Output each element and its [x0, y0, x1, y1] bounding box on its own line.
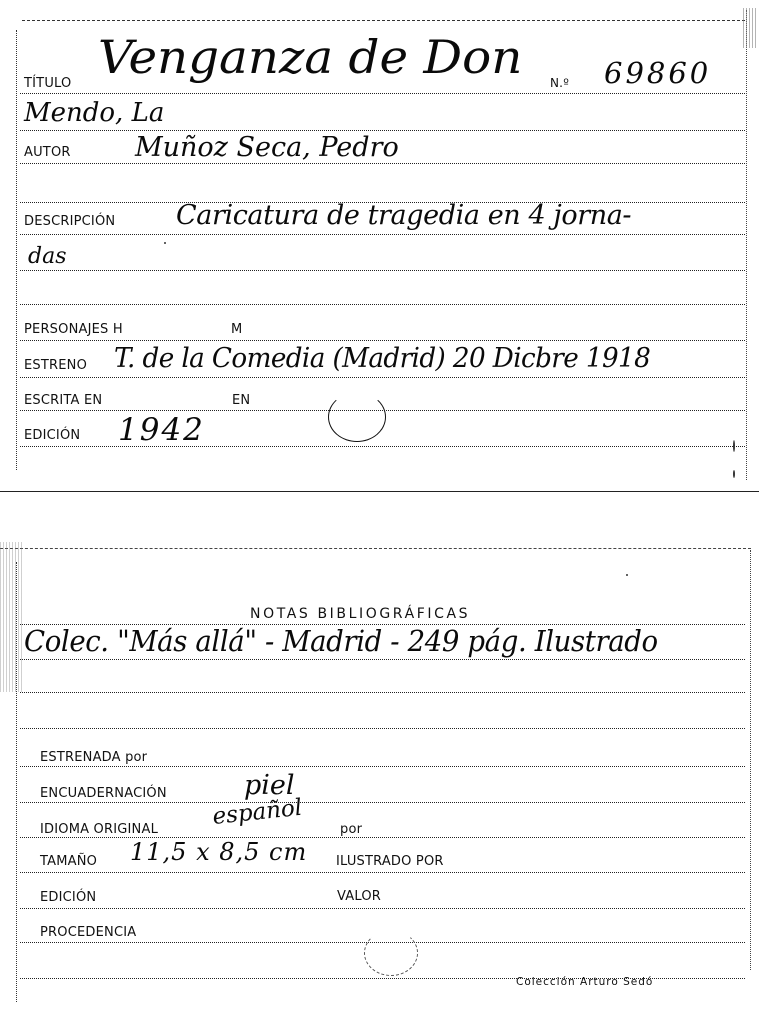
notas-handwritten: Colec. "Más allá" - Madrid - 249 pág. Ilustrado	[24, 624, 658, 658]
titulo-handwritten: Venganza de Don	[98, 30, 523, 84]
ruled-line	[20, 766, 745, 767]
ruled-line	[20, 837, 745, 838]
descripcion-label: DESCRIPCIÓN	[24, 214, 116, 229]
ruled-line	[20, 659, 745, 660]
ruled-line	[20, 377, 745, 378]
ilustrado-label: ILUSTRADO POR	[336, 854, 444, 869]
tamano-handwritten: 11,5 x 8,5 cm	[130, 838, 308, 866]
punch-hole	[364, 930, 418, 976]
autor-label: AUTOR	[24, 145, 71, 160]
scan-noise	[0, 542, 24, 692]
descripcion-continuation: das	[28, 244, 67, 269]
ruled-line	[20, 163, 745, 164]
ink-speck	[626, 574, 628, 576]
scan-noise	[743, 8, 757, 48]
descripcion-handwritten: Caricatura de tragedia en 4 jorna-	[176, 200, 632, 231]
ink-speck	[733, 440, 735, 452]
tamano-label: TAMAÑO	[40, 854, 98, 869]
card-right-edge	[746, 10, 747, 480]
idioma-handwritten: español	[211, 794, 304, 830]
valor-label: VALOR	[337, 889, 381, 904]
catalog-card-back	[0, 542, 759, 1028]
titulo-label: TÍTULO	[24, 76, 72, 91]
ruled-line	[20, 304, 745, 305]
card-left-edge	[16, 562, 17, 1002]
card-top-edge	[22, 20, 745, 21]
edicion-handwritten: 1942	[118, 412, 205, 448]
encuadernacion-handwritten: piel	[244, 770, 295, 801]
ruled-line	[20, 340, 745, 341]
titulo-continuation: Mendo, La	[24, 98, 165, 128]
punch-hole	[328, 392, 386, 442]
estreno-label: ESTRENO	[24, 358, 88, 373]
edicion-label: EDICIÓN	[24, 428, 81, 443]
ruled-line	[20, 270, 745, 271]
numero-handwritten: 69860	[604, 56, 712, 90]
ruled-line	[20, 872, 745, 873]
ruled-line	[20, 728, 745, 729]
ink-speck	[733, 470, 735, 478]
personajes-m-label: M	[231, 322, 243, 337]
idioma-label: IDIOMA ORIGINAL	[40, 822, 159, 837]
card-top-edge	[0, 548, 751, 549]
collection-footer: Colección Arturo Sedó	[516, 976, 654, 988]
ruled-line	[20, 93, 745, 94]
estrenada-label: ESTRENADA por	[40, 750, 148, 765]
edicion-back-label: EDICIÓN	[40, 890, 97, 905]
ruled-line	[20, 234, 745, 235]
ruled-line	[20, 802, 745, 803]
autor-handwritten: Muñoz Seca, Pedro	[135, 132, 399, 163]
ruled-line	[20, 908, 745, 909]
card-bottom-edge	[0, 491, 759, 492]
estreno-handwritten: T. de la Comedia (Madrid) 20 Dicbre 1918	[114, 343, 651, 374]
escrita-en-second-label: EN	[232, 393, 251, 408]
numero-label: N.º	[550, 76, 570, 90]
encuadernacion-label: ENCUADERNACIÓN	[40, 786, 167, 801]
card-right-edge	[750, 550, 751, 970]
notas-heading: NOTAS BIBLIOGRÁFICAS	[250, 606, 471, 622]
ruled-line	[20, 130, 745, 131]
ink-speck	[164, 242, 166, 244]
procedencia-label: PROCEDENCIA	[40, 925, 137, 940]
card-left-edge	[16, 30, 17, 470]
ruled-line	[20, 692, 745, 693]
idioma-por-label: por	[340, 822, 363, 837]
escrita-en-label: ESCRITA EN	[24, 393, 103, 408]
catalog-card-front	[0, 0, 759, 492]
personajes-label: PERSONAJES H	[24, 322, 123, 337]
